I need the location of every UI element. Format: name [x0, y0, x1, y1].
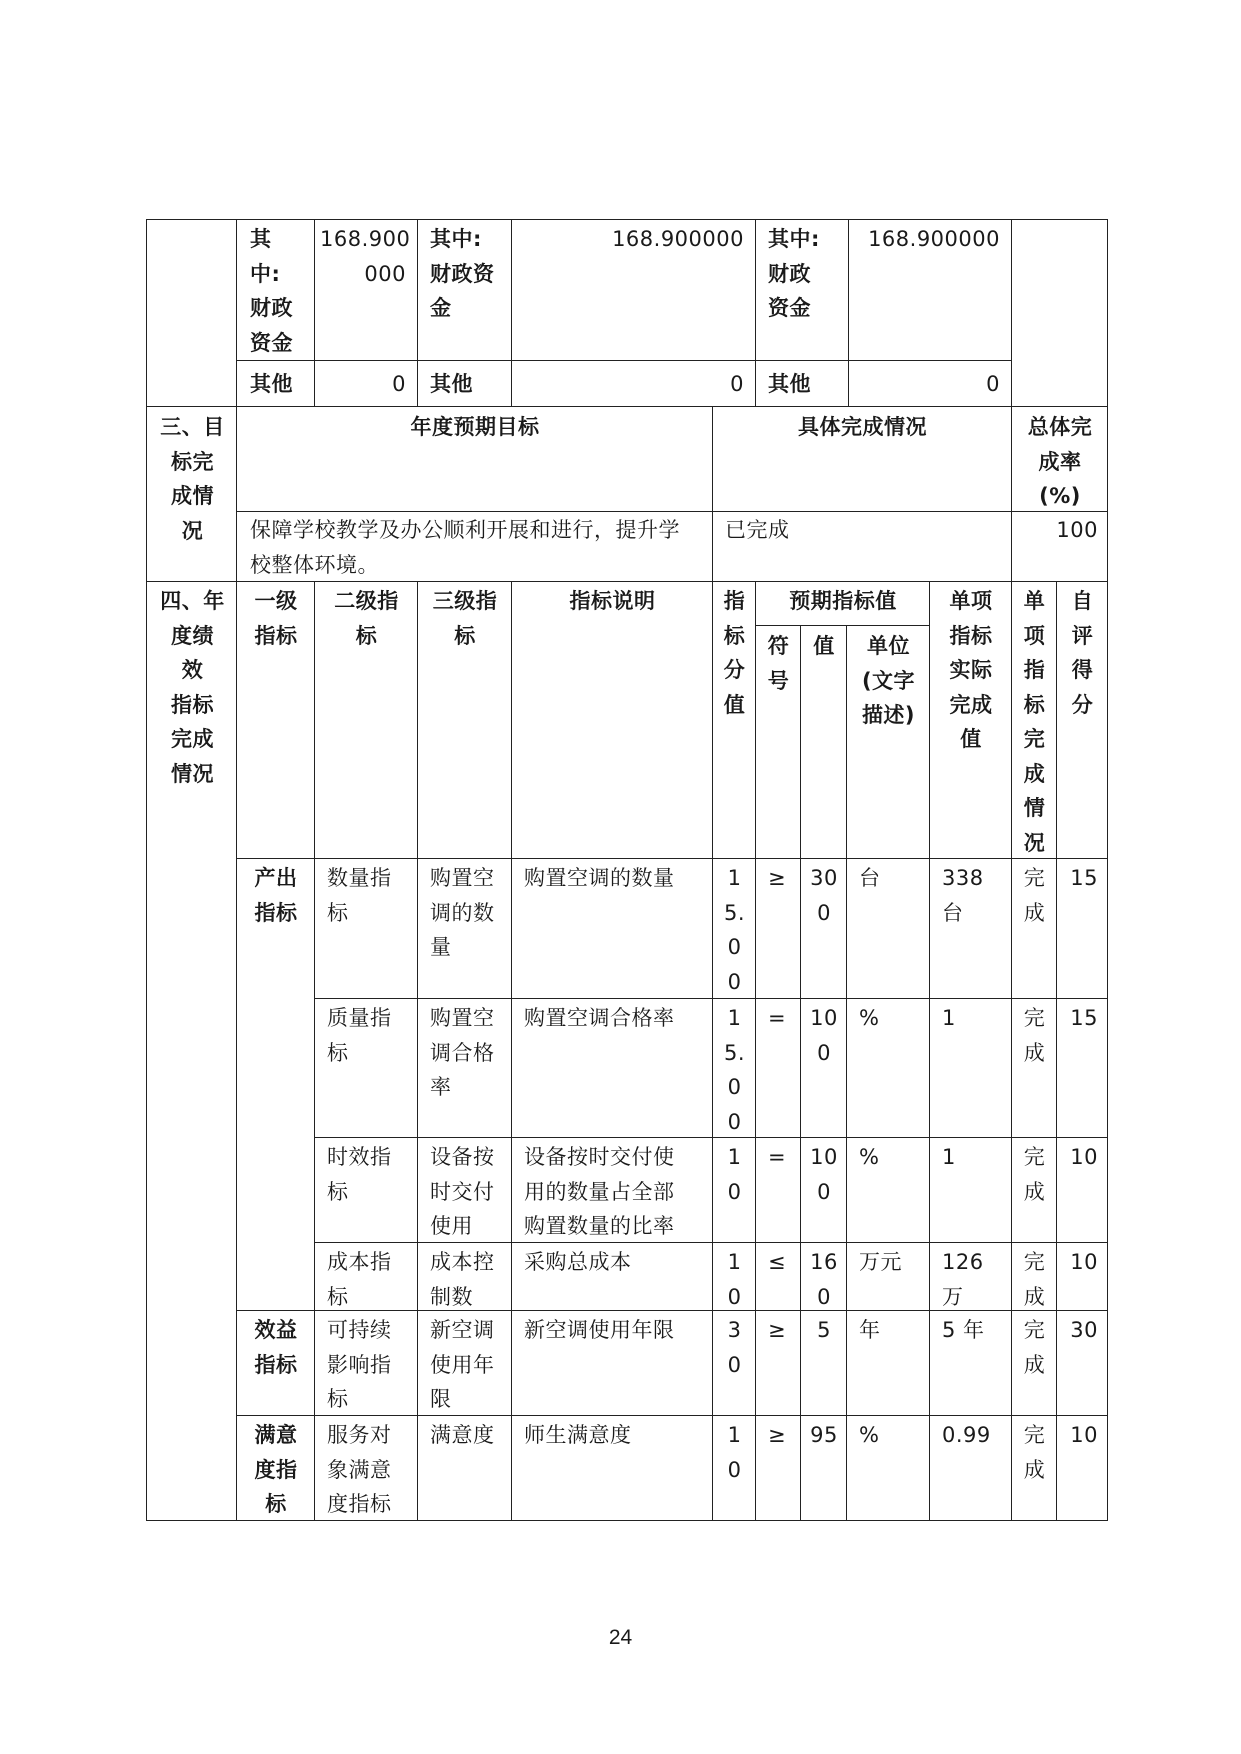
indicator-unit: 台 [859, 866, 881, 890]
group-name: 满意 度指 标 [254, 1423, 298, 1516]
value-header: 值 [813, 634, 835, 658]
indicator-sym: ≥ [768, 866, 787, 890]
indicator-actual: 5 年 [942, 1318, 985, 1342]
indicator-unit: 年 [859, 1318, 881, 1342]
score-header: 自 评 得 分 [1071, 589, 1094, 717]
fund-value: 0 [392, 372, 406, 396]
indicator-sym: ≤ [768, 1250, 787, 1274]
indicator-desc: 采购总成本 [524, 1250, 632, 1274]
group-name: 效益 指标 [254, 1318, 298, 1377]
indicator-score: 15 [1070, 1006, 1098, 1030]
fund-label: 其中: 财政资 金 [430, 227, 495, 320]
indicator-score: 30 [1070, 1318, 1098, 1342]
indicator-actual: 338 台 [942, 866, 984, 925]
fund-value: 168.900000 [868, 227, 1000, 251]
group-name: 产出 指标 [254, 866, 298, 925]
indicator-sym: = [768, 1006, 787, 1030]
weight-header: 指 标 分 值 [723, 589, 746, 717]
indicator-done: 完 成 [1023, 1250, 1046, 1309]
indicator-score: 10 [1070, 1250, 1098, 1274]
indicator-l3: 购置空 调合格 率 [430, 1006, 495, 1099]
fund-label: 其他 [768, 372, 811, 396]
indicator-desc: 师生满意度 [524, 1423, 632, 1447]
page-number: 24 [608, 1626, 633, 1649]
goal-header: 年度预期目标 [410, 415, 540, 439]
level1-header: 一级 指标 [254, 589, 298, 648]
section3-label: 三、目 标完 成情 况 [160, 415, 225, 543]
indicator-l2: 数量指 标 [327, 866, 392, 925]
indicator-unit: % [859, 1145, 880, 1169]
indicator-l2: 成本指 标 [327, 1250, 392, 1309]
indicator-weight: 3 0 [727, 1318, 742, 1377]
indicator-l2: 服务对 象满意 度指标 [327, 1423, 392, 1516]
symbol-header: 符 号 [767, 634, 790, 693]
indicator-l3: 满意度 [430, 1423, 495, 1447]
level2-header: 二级指 标 [334, 589, 399, 648]
fund-right-blank [1012, 219, 1108, 407]
fund-value: 168.900000 [612, 227, 744, 251]
rate-header: 总体完 成率 (%) [1027, 415, 1093, 508]
indicator-done: 完 成 [1023, 866, 1046, 925]
fund-value: 0 [986, 372, 1000, 396]
indicator-sym: = [768, 1145, 787, 1169]
indicator-score: 15 [1070, 866, 1098, 890]
fund-label: 其 中: 财政 资金 [250, 227, 293, 355]
indicator-weight: 1 0 [727, 1250, 742, 1309]
indicator-unit: % [859, 1423, 880, 1447]
fund-value: 168.900 000 [320, 227, 411, 286]
annual-goal: 保障学校教学及办公顺利开展和进行，提升学 校整体环境。 [250, 518, 680, 577]
fund-value: 0 [730, 372, 744, 396]
indicator-val: 16 0 [810, 1250, 838, 1309]
indicator-done: 完 成 [1023, 1318, 1046, 1377]
indicator-l2: 时效指 标 [327, 1145, 392, 1204]
indicator-desc: 购置空调的数量 [524, 866, 675, 890]
indicator-actual: 1 [942, 1006, 956, 1030]
header-cell [512, 582, 713, 859]
indicator-val: 10 0 [810, 1006, 838, 1065]
indicator-desc: 购置空调合格率 [524, 1006, 675, 1030]
indicator-score: 10 [1070, 1145, 1098, 1169]
indicator-l3: 新空调 使用年 限 [430, 1318, 495, 1411]
indicator-sym: ≥ [768, 1318, 787, 1342]
unit-header: 单位 (文字 描述) [861, 634, 916, 727]
indicator-desc: 新空调使用年限 [524, 1318, 675, 1342]
indicator-l2: 可持续 影响指 标 [327, 1318, 392, 1411]
status-header: 具体完成情况 [798, 415, 927, 439]
indicator-score: 10 [1070, 1423, 1098, 1447]
indicator-weight: 1 0 [727, 1423, 742, 1482]
indicator-done: 完 成 [1023, 1006, 1046, 1065]
indicator-l3: 购置空 调的数 量 [430, 866, 495, 959]
indicator-done: 完 成 [1023, 1423, 1046, 1482]
actual-header: 单项 指标 实际 完成 值 [949, 589, 993, 751]
indicator-l3: 设备按 时交付 使用 [430, 1145, 495, 1238]
indicator-val: 5 [817, 1318, 831, 1342]
indicator-actual: 0.99 [942, 1423, 991, 1447]
indicator-val: 10 0 [810, 1145, 838, 1204]
indicator-desc: 设备按时交付使 用的数量占全部 购置数量的比率 [524, 1145, 675, 1238]
overall-rate: 100 [1056, 518, 1098, 542]
indicator-l3: 成本控 制数 [430, 1250, 495, 1309]
completion-header: 单 项 指 标 完 成 情 况 [1023, 589, 1046, 855]
fund-label: 其他 [430, 372, 473, 396]
indicator-weight: 1 5. 0 0 [723, 1006, 746, 1134]
level3-header: 三级指 标 [432, 589, 498, 648]
indicator-val: 95 [810, 1423, 838, 1447]
fund-label: 其中: 财政 资金 [768, 227, 820, 320]
indicator-l2: 质量指 标 [327, 1006, 392, 1065]
indicator-weight: 1 5. 0 0 [723, 866, 746, 994]
desc-header: 指标说明 [569, 589, 656, 613]
indicator-actual: 1 [942, 1145, 956, 1169]
indicator-done: 完 成 [1023, 1145, 1046, 1204]
indicator-unit: 万元 [859, 1250, 902, 1274]
indicator-weight: 1 0 [727, 1145, 742, 1204]
indicator-val: 30 0 [810, 866, 838, 925]
indicator-actual: 126 万 [942, 1250, 984, 1309]
section4-label: 四、年 度绩 效 指标 完成 情况 [160, 589, 225, 786]
fund-left-blank [146, 219, 237, 407]
expected-header: 预期指标值 [789, 589, 897, 613]
indicator-sym: ≥ [768, 1423, 787, 1447]
indicator-unit: % [859, 1006, 880, 1030]
fund-label: 其他 [250, 372, 293, 396]
completion-status: 已完成 [725, 518, 790, 542]
